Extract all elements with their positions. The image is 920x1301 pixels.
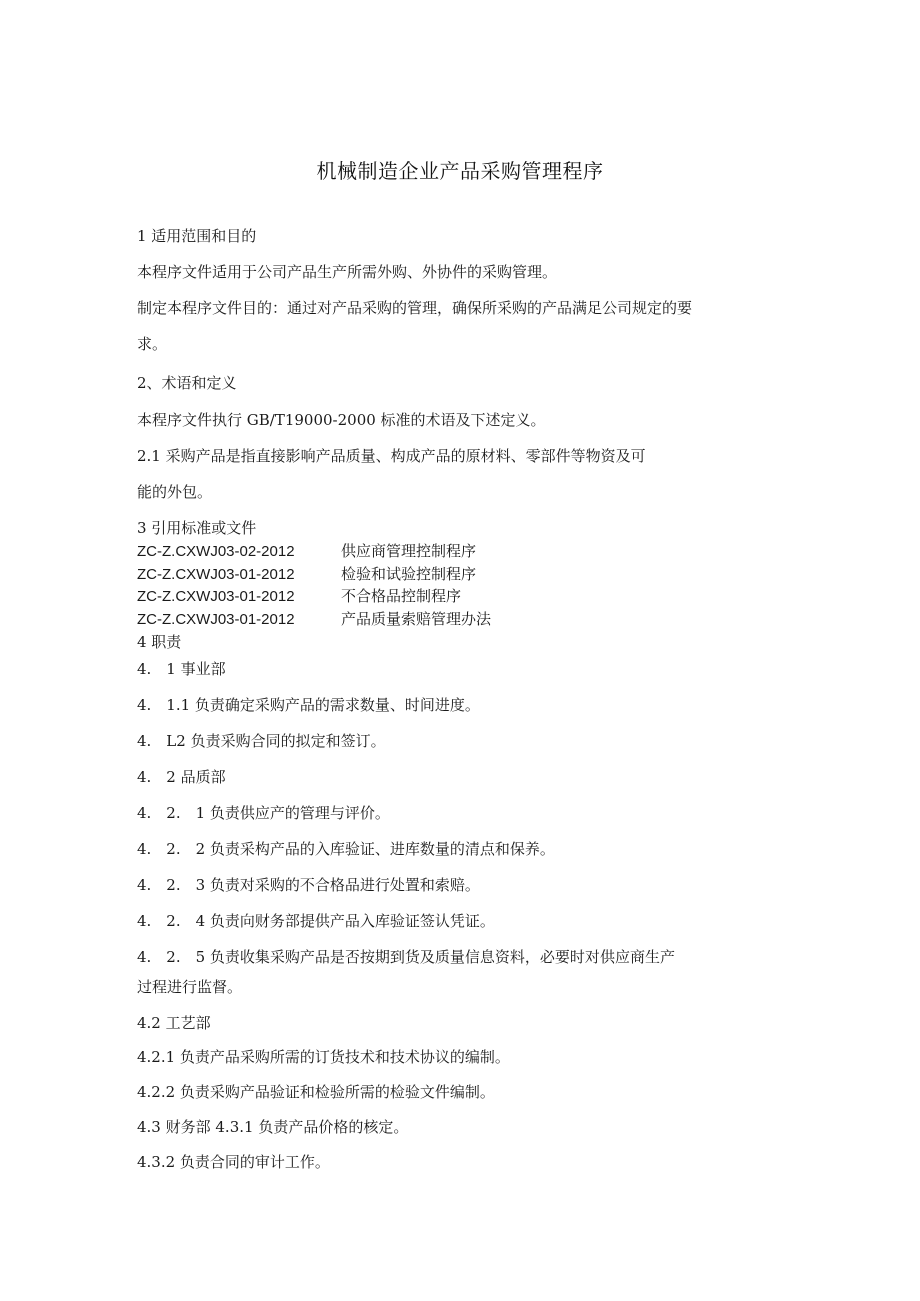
paragraph-terms: 本程序文件执行 GB/T19000-2000 标准的术语及下述定义。 xyxy=(137,411,546,429)
paragraph-2-1: 2.1 采购产品是指直接影响产品质量、构成产品的原材料、零部件等物资及可 xyxy=(137,447,646,465)
paragraph-4-2-craft: 4.2 工艺部 xyxy=(137,1014,211,1032)
reference-row xyxy=(137,541,476,562)
paragraph-2-1-cont: 能的外包。 xyxy=(137,483,213,501)
reference-name: 产品质量索赔管理办法 xyxy=(341,610,492,628)
paragraph-4-1-2: 4. L2 负责采购合同的拟定和签订。 xyxy=(137,732,386,750)
paragraph-4-2-2-craft: 4.2.2 负责采购产品验证和检验所需的检验文件编制。 xyxy=(137,1083,495,1101)
paragraph-4-2-1-craft: 4.2.1 负责产品采购所需的订货技术和技术协议的编制。 xyxy=(137,1048,510,1066)
reference-name: 供应商管理控制程序 xyxy=(341,542,477,560)
reference-code: ZC-Z.CXWJ03-02-2012 xyxy=(137,543,295,560)
paragraph-4-1-1: 4. 1.1 负责确定采购产品的需求数量、时间进度。 xyxy=(137,696,480,714)
paragraph-4-3: 4.3 财务部 4.3.1 负责产品价格的核定。 xyxy=(137,1118,409,1136)
paragraph-4-2-2: 4. 2. 2 负责采构产品的入库验证、进库数量的清点和保养。 xyxy=(137,840,555,858)
reference-name: 不合格品控制程序 xyxy=(341,587,462,605)
document-title: 机械制造企业产品采购管理程序 xyxy=(316,159,604,183)
paragraph-4-2-4: 4. 2. 4 负责向财务部提供产品入库验证签认凭证。 xyxy=(137,912,495,930)
paragraph-4-1: 4. 1 事业部 xyxy=(137,660,226,678)
paragraph-4-2-1: 4. 2. 1 负责供应产的管理与评价。 xyxy=(137,804,390,822)
paragraph-4-3-2: 4.3.2 负责合同的审计工作。 xyxy=(137,1153,330,1171)
reference-name: 检验和试验控制程序 xyxy=(341,565,477,583)
reference-code: ZC-Z.CXWJ03-01-2012 xyxy=(137,566,295,583)
reference-code: ZC-Z.CXWJ03-01-2012 xyxy=(137,611,295,628)
reference-row xyxy=(137,609,491,630)
reference-row xyxy=(137,564,476,585)
paragraph-4-2-5-cont: 过程进行监督。 xyxy=(137,978,243,996)
paragraph-scope: 本程序文件适用于公司产品生产所需外购、外协件的采购管理。 xyxy=(137,263,558,281)
paragraph-4-2-3: 4. 2. 3 负责对采购的不合格品进行处置和索赔。 xyxy=(137,876,480,894)
paragraph-4-2-5: 4. 2. 5 负责收集采购产品是否按期到货及质量信息资料，必要时对供应商生产 xyxy=(137,948,675,966)
reference-row xyxy=(137,586,461,607)
section-1-heading: 1 适用范围和目的 xyxy=(137,227,257,245)
section-3-heading: 3 引用标准或文件 xyxy=(137,519,257,537)
paragraph-purpose: 制定本程序文件目的：通过对产品采购的管理，确保所采购的产品满足公司规定的要 xyxy=(137,299,693,317)
section-2-heading: 2、术语和定义 xyxy=(137,374,237,392)
reference-code: ZC-Z.CXWJ03-01-2012 xyxy=(137,588,295,605)
paragraph-4-2: 4. 2 品质部 xyxy=(137,768,226,786)
section-4-heading: 4 职责 xyxy=(137,633,182,651)
paragraph-purpose-cont: 求。 xyxy=(137,335,168,353)
